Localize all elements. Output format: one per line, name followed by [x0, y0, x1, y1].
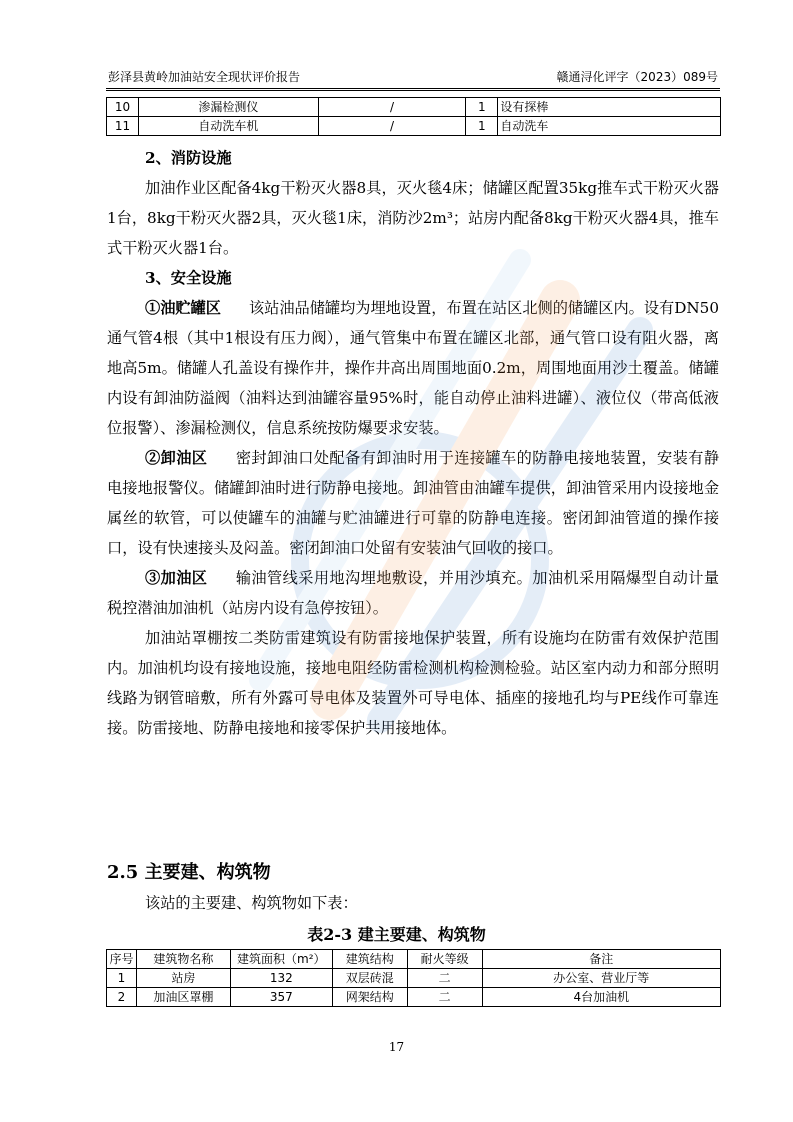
table-cell: 双层砖混: [332, 969, 407, 988]
equipment-name: 渗漏检测仪: [138, 98, 318, 117]
buildings-table: [106, 949, 721, 1007]
section-intro-block: [107, 888, 719, 918]
column-header: 建筑物名称: [136, 950, 230, 969]
table-cell: 2: [107, 988, 137, 1007]
column-header: 建筑结构: [332, 950, 407, 969]
equipment-qty: 1: [466, 117, 498, 136]
tank-area-paragraph: [107, 293, 719, 443]
header-report-title: 彭泽县黄岭加油站安全现状评价报告: [108, 70, 301, 84]
header-divider-secondary: [106, 90, 720, 91]
lightning-protection-paragraph: 加油站罩棚按二类防雷建筑设有防雷接地保护装置，所有设施均在防雷有效保护范围内。加油机均设有接地设施，接地电阻经防雷检测机构检测检验。站区室内动力和部分照明线路为钢管暗敷，所有外露可导电体及装置外可导电体、插座的接地孔均与PE线作可靠连接。防雷接地、防静电接地和接零保护共用接地体。: [107, 629, 719, 737]
table-cell: 网架结构: [332, 988, 407, 1007]
unloading-area-paragraph: [107, 443, 719, 563]
equipment-spec: /: [318, 98, 466, 117]
unloading-area-title: ②卸油区: [145, 449, 208, 467]
table-cell: 站房: [136, 969, 230, 988]
table-row: [107, 98, 721, 117]
equipment-spec: /: [318, 117, 466, 136]
body-text: [107, 143, 719, 743]
safety-facilities-heading: 3、安全设施: [145, 269, 232, 287]
section-title: 2.5 主要建、构筑物: [107, 862, 271, 883]
tank-area-title: ①油贮罐区: [145, 299, 221, 317]
table-row: [107, 117, 721, 136]
equipment-note: 自动洗车: [498, 117, 721, 136]
fueling-area-text: 输油管线采用地沟埋地敷设，并用沙填充。加油机采用隔爆型自动计量税控潜油加油机（站房内设有急停按钮）。: [107, 569, 720, 617]
table-cell: 二: [407, 969, 482, 988]
row-number: 11: [107, 117, 139, 136]
table-caption: 表2-3 建主要建、构筑物: [307, 925, 486, 944]
header-divider: [106, 88, 720, 89]
table-cell: 357: [230, 988, 332, 1007]
row-number: 10: [107, 98, 139, 117]
column-header: 序号: [107, 950, 137, 969]
table-cell: 加油区罩棚: [136, 988, 230, 1007]
table-cell: 132: [230, 969, 332, 988]
equipment-name: 自动洗车机: [138, 117, 318, 136]
fueling-area-paragraph: [107, 563, 719, 623]
table-row: [107, 988, 721, 1007]
fire-facilities-paragraph: 加油作业区配备4kg干粉灭火器8具，灭火毯4床；储罐区配置35kg推车式干粉灭火器1台，8kg干粉灭火器2具，灭火毯1床，消防沙2m³；站房内配备8kg干粉灭火器4具，推车式干粉灭火器1台。: [107, 179, 719, 257]
table-cell: 4台加油机: [482, 988, 720, 1007]
header-report-number: 赣通浔化评字（2023）089号: [556, 70, 718, 84]
section-intro: 该站的主要建、构筑物如下表：: [145, 894, 358, 912]
fueling-area-title: ③加油区: [145, 569, 208, 587]
column-header: 备注: [482, 950, 720, 969]
equipment-qty: 1: [466, 98, 498, 117]
page-number: 17: [388, 1040, 405, 1054]
fire-facilities-heading: 2、消防设施: [145, 149, 232, 167]
unloading-area-text: 密封卸油口处配备有卸油时用于连接罐车的防静电接地装置，安装有静电接地报警仪。储罐卸油时进行防静电接地。卸油管由油罐车提供，卸油管采用内设接地金属丝的软管，可以使罐车的油罐与贮油罐进行可靠的防静电连接。密闭卸油管道的操作接口，设有快速接头及闷盖。密闭卸油口处留有安装油气回收的接口。: [107, 449, 720, 557]
tank-area-text: 该站油品储罐均为埋地设置，布置在站区北侧的储罐区内。设有DN50通气管4根（其中1根设有压力阀），通气管集中布置在罐区北部，通气管口设有阻火器，离地高5m。储罐人孔盖设有操作井，操作井高出周围地面0.2m，周围地面用沙土覆盖。储罐内设有卸油防溢阀（油料达到油罐容量95%时，能自动停止油料进罐）、液位仪（带高低液位报警）、渗漏检测仪，信息系统按防爆要求安装。: [107, 299, 720, 437]
table-cell: 1: [107, 969, 137, 988]
table-cell: 二: [407, 988, 482, 1007]
column-header: 耐火等级: [407, 950, 482, 969]
table-header-row: [107, 950, 721, 969]
equipment-table: [106, 97, 721, 136]
table-row: [107, 969, 721, 988]
column-header: 建筑面积（m²）: [230, 950, 332, 969]
table-cell: 办公室、营业厅等: [482, 969, 720, 988]
equipment-note: 设有探棒: [498, 98, 721, 117]
